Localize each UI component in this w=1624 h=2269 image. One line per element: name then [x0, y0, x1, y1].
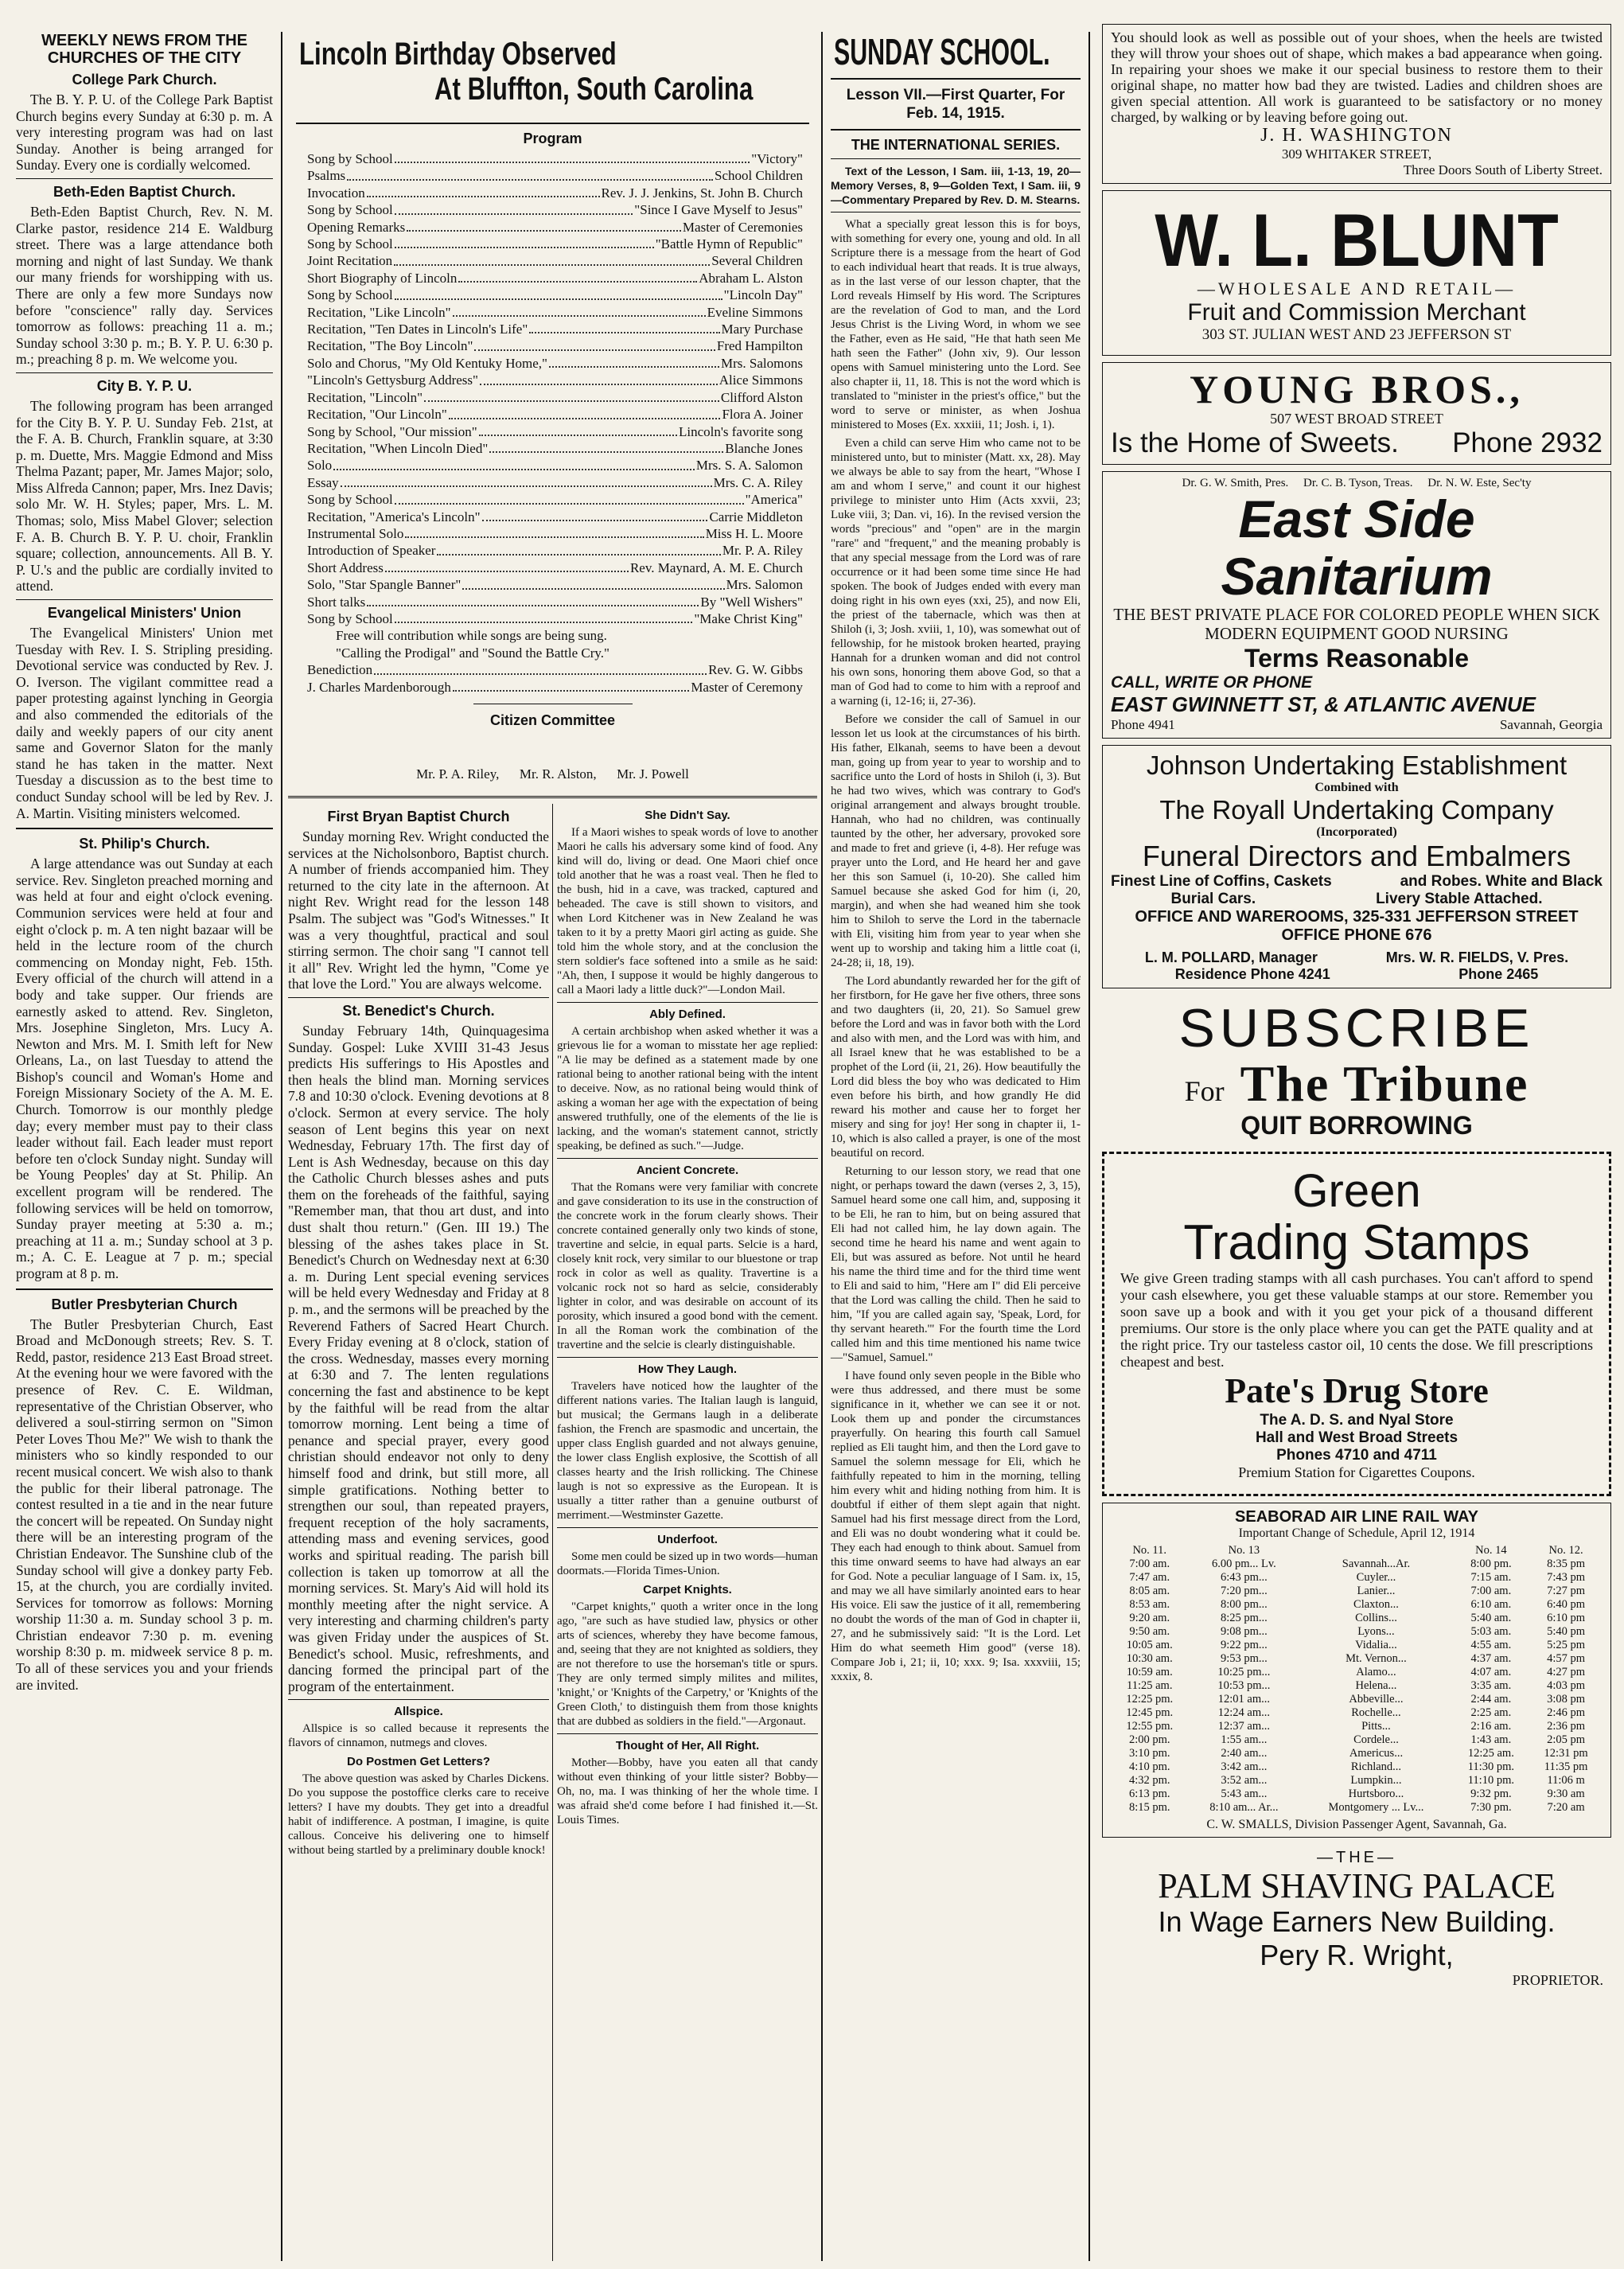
timetable-row: 9:50 am. 9:08 pm... Lyons... 5:03 am. 5:40 pm [1129, 1625, 1586, 1638]
program-list [296, 150, 809, 627]
carpet-article: "Carpet knights," quoth a writer once in the long ago, "are such as have studied law, physics or other arts of sciences, whereby they have become famous, and, seeing that they are not knighted as soldiers, they are not therefore to use the horseman's title or spurs. They are only termed simply milites and milites, 'knight,' or 'Knights of the Carpetry,' or 'Knights of the Green Cloth,' to distinguish them from those knights that are dubbed as soldiers in the field."—Argonaut. [557, 1600, 818, 1728]
tribune-name: The Tribune [1240, 1055, 1529, 1112]
committee-members: Mr. P. A. Riley, Mr. R. Alston, Mr. J. Powell [416, 766, 689, 782]
thought-heading: Thought of Her, All Right. [615, 1739, 760, 1752]
program-heading: Program [523, 131, 582, 146]
program-item: Short Address Rev. Maynard, A. M. E. Church [307, 559, 803, 575]
program-item: Recitation, "America's Lincoln" Carrie Middleton [307, 509, 803, 524]
program-item: Song by School "America" [307, 492, 803, 508]
program-item: Opening Remarks Master of Ceremonies [307, 219, 803, 235]
program-item: Recitation, "When Lincoln Died" Blanche Jones [307, 440, 803, 456]
lower-news-section [288, 804, 817, 2261]
timetable-row: 2:00 pm. 1:55 am... Cordele... 1:43 am. 2:05 pm [1128, 1733, 1586, 1746]
ad-palm-shaving: —THE— PALM SHAVING PALACE In Wage Earners New Building. Pery R. Wright, PROPRIETOR. [1102, 1844, 1611, 1994]
program-item: Recitation, "The Boy Lincoln" Fred Hampilton [307, 338, 803, 354]
timetable-row: 10:05 am. 9:22 pm... Vidalia... 4:55 am. 5:25 pm [1126, 1639, 1586, 1651]
column-advertisements [1094, 24, 1619, 2261]
st-benedicts-heading: St. Benedict's Church. [342, 1002, 495, 1019]
series-title: THE INTERNATIONAL SERIES. [851, 137, 1061, 153]
college-park-heading: College Park Church. [72, 72, 217, 88]
church-news-title: WEEKLY NEWS FROM THE CHURCHES OF THE CITY [41, 32, 247, 67]
sunday-school-title: SUNDAY SCHOOL. [833, 32, 1050, 72]
program-item: Introduction of Speaker Mr. P. A. Riley [307, 543, 803, 559]
timetable-header: No. 14 [1475, 1544, 1507, 1557]
allspice-heading: Allspice. [394, 1705, 443, 1719]
timetable-row: 8:15 pm. 8:10 am... Ar... Montgomery ... Lv... 7:30 pm. 7:20 am [1128, 1801, 1585, 1814]
program-item: Solo, "Star Spangle Banner" Mrs. Salomon [307, 577, 803, 593]
timetable-header: No. 12. [1548, 1544, 1583, 1557]
ad-washington: You should look as well as possible out of your shoes, when the heels are twisted they will throw your shoes out of shape, which makes a bad appearance when going. In repairing your shoes we make it our special business to restore them to their original shape, no matter how bad they are twisted. Ladies and children shoes are given special attention. All work is guaranteed to be satisfactory or no money charged, by walking or by leaving before going out. J. H. WASHINGTON 309 WHITAKER STREET, Three Doors South of Liberty Street. [1102, 24, 1611, 184]
ad-subscribe: SUBSCRIBE For The Tribune QUIT BORROWING [1102, 995, 1611, 1145]
city-bypu-heading: City B. Y. P. U. [96, 377, 193, 394]
lesson-body-5: Returning to our lesson story, we read that one night, or perhaps toward the dawn (verses 2, 3, 15), Samuel heard some one call him, and, supposing it to be Eli, he ran to him, but on being assured that Eli had not called him, he lay down again. The second time he heard his name and went again to Eli, but was assured as before. Not until he heard his name the third time and for the third time went to Eli and said to him, "Here am I" did Eli perceive that the Lord was calling the child. Then he said to him, "If you are called again say, 'Speak, Lord, for thy servant heareth.'" For the fourth time the Lord called him and this time mentioned his name twice—"Samuel, Samuel." [831, 1165, 1081, 1364]
ably-article: A certain archbishop when asked whether it was a grievous lie for a woman to misstate her age replied: "A lie may be defined as a statement made by one rational being to another rational being with the intent to deceive. Now, as no rational being would think of asking a woman her age with the expectation of being answered truthfully, one of the elements of the lie is lacking, and the woman's statement cannot, strictly speaking, be defined as such."—Judge. [557, 1025, 818, 1152]
timetable-row: 6:13 pm. 5:43 am... Hurtsboro... 9:32 pm. 9:30 am [1128, 1788, 1585, 1800]
underfoot-article: Some men could be sized up in two words—human doormats.—Florida Times-Union. [557, 1550, 818, 1577]
timetable-row: 12:55 pm. 12:37 am... Pitts... 2:16 am. 2:36 pm [1126, 1720, 1586, 1733]
maori-article: If a Maori wishes to speak words of love to another Maori he calls his adversary some kind of food. Any kind will do, living or dead. One Maori chief once told another that he was a roast veal. Then he fled to the bush, hid in a cave, was tracked, captured and beheaded. The cave is still shown to visitors, and when Lord Kitchener was in New Zealand he was taken to it by a pretty Maori girl acting as guide. She told him the whole story, and at the conclusion the stern soldier's face softened into a smile as he said: "Ah, then, I suppose it would be highly dangerous to call a Maori lady a little duck?"—London Mail. [557, 826, 818, 996]
timetable-header: No. 13 [1228, 1544, 1260, 1557]
young-name: YOUNG BROS., [1190, 367, 1524, 411]
subcolumn-churches [288, 804, 554, 2261]
carpet-heading: Carpet Knights. [643, 1583, 732, 1596]
timetable-row: 4:32 pm. 3:52 am... Lumpkin... 11:10 pm. 11:06 m [1128, 1774, 1585, 1787]
lesson-body-2: Even a child can serve Him who came not to be ministered unto, but to minister (Matt. xx, 28). May we always be able to say from the heart, "Whose I am and whom I serve," and count it our highest privilege to minister unto Him (Acts xxvii, 23; Luke viii, 3; Dan. vi, 16). In the revised version the words "precious" and "open" are in the margin "rare" and "frequent," and the meaning probably is that any special message from the Lord was of rare occurrence or it had been some time since He had spoken. The book of Judges ended with every man doing right in his own eyes (xxi, 25), and now Eli, the priest of the tabernacle, which was then at Shiloh (i, 3; Josh. xviii, 1, 10), was somewhat out of fellowship, for he mistook broken hearted, praying Hannah for a drunken woman and did not control his own sons, honoring them above God, so that a man of God had to come to him with a reproof and a warning (i, 12-16; ii, 27-36). [831, 437, 1081, 708]
program-item: Short Biography of Lincoln Abraham L. Alston [307, 270, 803, 286]
lesson-text-reference: Text of the Lesson, I Sam. iii, 1-13, 19, 20—Memory Verses, 8, 9—Golden Text, I Sam. iii, 9—Commentary Prepared by Rev. D. M. Stearns. [831, 165, 1081, 206]
concrete-heading: Ancient Concrete. [636, 1164, 739, 1177]
column-church-news [8, 32, 282, 2261]
program-item: Solo and Chorus, "My Old Kentuky Home," Mrs. Salomons [307, 355, 803, 371]
timetable-header [1299, 1544, 1452, 1558]
washington-name: J. H. WASHINGTON [1260, 125, 1453, 146]
ad-green-stamps: Green Trading Stamps We give Green trading stamps with all cash purchases. You can't afford to spend your cash elsewhere, you get these valuable stamps at our store. Remember you soon save up a book and with it you get your pick of a thousand different premiums. Our store is the only place where you can get the PATE quality and at the right price. Try our tasteless castor oil, 10 cents the dose. We fill prescriptions cheapest and best. Pate's Drug Store The A. D. S. and Nyal Store Hall and West Broad Streets Phones 4710 and 4711 Premium Station for Cigarettes Coupons. [1102, 1152, 1611, 1496]
timetable-row: 10:59 am. 10:25 pm... Alamo... 4:07 am. 4:27 pm [1126, 1666, 1586, 1678]
timetable-row: 7:00 am. 6.00 pm... Lv. Savannah...Ar. 8:00 pm. 8:35 pm [1129, 1558, 1586, 1570]
postmen-article: The above question was asked by Charles Dickens. Do you suppose the postoffice clerks care to receive letters? I have my doubts. They get into a dreadful habit of indifference. A postman, I imagine, is quite callous. Conceive his delivering one to himself without being startled by a preliminary double knock! [288, 1772, 549, 1858]
program-item: Benediction Rev. G. W. Gibbs [307, 662, 803, 678]
program-note: Free will contribution while songs are being sung. "Calling the Prodigal" and "Sound the Battle Cry." [336, 628, 609, 661]
ad-railway-schedule: SEABORAD AIR LINE RAIL WAY Important Change of Schedule, April 12, 1914 No. 11. No. 13 No. 14 No. 12. 7:00 am. 6.00 pm... Lv. Savannah...Ar. 8:00 pm. 8:35 pm 7:47 am. 6:43 pm... Cuyler... 7:15 am. 7:43 pm 8:05 am. 7:20 pm... Lanier... 7:00 am. 7:27 pm 8:53 am. 8:00 pm... Claxton... 6:10 am. 6:40 pm 9:20 am. 8:25 pm... Collins... 5:40 am. 6:10 pm 9:50 am. 9:08 pm... Lyons... 5:03 am. 5:40 pm 10:05 am. 9:22 pm... Vidalia... 4:55 am. 5:25 pm 10:30 am. 9:53 pm... Mt. Vernon... 4:37 am. 4:57 pm 10:59 am. 10:25 pm... Alamo... 4:07 am. 4:27 pm 11:25 am. 10:53 pm... Helena... 3:35 am. 4:03 pm 12:25 pm. 12:01 am... Abbeville... 2:44 am. 3:08 pm 12:45 pm. 12:24 am... Rochelle... 2:25 am. 2:46 pm 12:55 pm. 12:37 am... Pitts... 2:16 am. 2:36 pm 2:00 pm. 1:55 am... Cordele... 1:43 am. 2:05 pm 3:10 pm. 2:40 am... Americus... 12:25 am. 12:31 pm 4:10 pm. 3:42 am... Richland... 11:30 pm. 11:35 pm 4:32 pm. 3:52 am... Lumpkin... 11:10 pm. 11:06 m 6:13 pm. 5:43 am... Hurtsboro... 9:32 pm. 9:30 am 8:15 pm. 8:10 am... Ar... Montgomery ... Lv... 7:30 pm. 7:20 am C. W. SMALLS, Division Passenger Agent, Savannah, Ga. [1102, 1503, 1611, 1838]
program-item: Invocation Rev. J. J. Jenkins, St. John B. Church [307, 185, 803, 201]
program-item: Song by School, "Our mission" Lincoln's favorite song [307, 423, 803, 439]
allspice-article: Allspice is so called because it represents the flavors of cinnamon, nutmegs and cloves. [288, 1722, 549, 1750]
subscribe-word: SUBSCRIBE [1178, 998, 1535, 1058]
timetable-row: 3:10 pm. 2:40 am... Americus... 12:25 am. 12:31 pm [1128, 1747, 1588, 1760]
subcolumn-miscellany [557, 804, 818, 2261]
timetable-row: 7:47 am. 6:43 pm... Cuyler... 7:15 am. 7:43 pm [1129, 1571, 1586, 1584]
first-bryan-heading: First Bryan Baptist Church [327, 809, 510, 825]
butler-article: The Butler Presbyterian Church, East Broad and McDonough streets; Rev. S. T. Redd, pastor, residence 213 East Broad street. At the evening hour we were favored with the presence of Rev. C. E. Wildman, representative of the Christian Observer, who delivered a soul-stirring sermon on "Simon Peter Loves Thou Me?" We wish to thank the ministers who so kindly responded to our recent musical concert. We wish also to thank the public for their liberal patronage. The contest resulted in a tie and in the near future the concert will be repeated. On Sunday night there will be an interesting program of the Christian Endeavor. The Sunshine club of the Sunday school will give a donkey party Feb. 15, at the church, you are cordially invited. Services for tomorrow as follows: Morning worship 11:30 a. m. Sunday school 3 p. m. Christian endeavor 7:30 p. m. evening worship 8:30 p. m. midweek service 8 p. m. To all of these services you and your friends are invited. [16, 1316, 273, 1693]
program-item: Song by School "Battle Hymn of Republic" [307, 236, 803, 252]
college-park-article: The B. Y. P. U. of the College Park Baptist Church begins every Sunday at 6:30 p. m. A very interesting program was had on last Sunday. Another is being arranged for Sunday. Every one is cordially welcomed. [16, 92, 273, 173]
lesson-body-1: What a specially great lesson this is for boys, with something for every one, young and old. In all Scripture there is a message from the heart of God to each individual heart that reads. It is true always, as in the last verse of our lesson chapter, that the Lord reveals Himself by His word. The Scriptures are the revelation of God to man, and the Lord Jesus Christ is the Living Word, in whom we see the Father, even as He said, "He that hath seen Me hath seen the Father" (John xiv, 9). Our lesson opens with Samuel ministering unto the Lord. See also chapter ii, 11, 18. This is not the word which is translated to "minister in the priest's office," but the word to serve or minister, as when Joshua ministered to Moses (Ex. xxxiii, 11; Josh. i, 1). [831, 218, 1081, 431]
program-item: Song by School "Lincoln Day" [307, 287, 803, 303]
postmen-heading: Do Postmen Get Letters? [346, 1755, 491, 1769]
program-item: Instrumental Solo Miss H. L. Moore [307, 525, 803, 541]
timetable-header: No. 11. [1132, 1544, 1166, 1557]
maori-heading: She Didn't Say. [645, 809, 730, 822]
ad-young-bros: YOUNG BROS., 507 WEST BROAD STREET Is the Home of Sweets. Phone 2932 [1102, 362, 1611, 465]
lesson-body-6: I have found only seven people in the Bible who were thus addressed, and there must be some significance in it, whether we can see it or not. Look them up and ponder the circumstances prayerfully. On hearing this fourth call Samuel replied as Eli taught him, and then the Lord gave to Samuel the solemn message for Eli, which he faithfully repeated to him in the morning, telling him every whit and hiding nothing from him. It is doubtful if either of them slept again that night. Samuel had his first message direct from the Lord, and Eli was no doubt wondering what it could be. They each had enough to think about. Samuel from this time onward seems to have had always an ear for God. Note a peculiar language of I Sam. ix, 15, and may we all have similarly anointed ears to hear His voice. Eli saw the justice of it all, remembering no doubt the words of the man of God in chapter ii, 27, and he submissively said: "It is the Lord. Let Him do what seemeth Him good" (verse 18). Compare Job i, 21; ii, 10; xxx. 9; Isa. xxxviii, 15; xxxix, 8. [831, 1370, 1081, 1683]
st-philips-heading: St. Philip's Church. [79, 836, 210, 852]
program-item: Recitation, "Our Lincoln" Flora A. Joiner [307, 407, 803, 423]
blunt-name: W. L. BLUNT [1155, 198, 1559, 282]
program-item: Recitation, "Like Lincoln" Eveline Simmons [307, 304, 803, 320]
palm-name: PALM SHAVING PALACE [1158, 1866, 1556, 1905]
program-item: Essay Mrs. C. A. Riley [307, 474, 803, 490]
timetable-row: 8:53 am. 8:00 pm... Claxton... 6:10 am. 6:40 pm [1129, 1598, 1586, 1611]
timetable-row: 10:30 am. 9:53 pm... Mt. Vernon... 4:37 am. 4:57 pm [1126, 1652, 1586, 1665]
program-item: Recitation, "Ten Dates in Lincoln's Life" Mary Purchase [307, 322, 803, 337]
butler-heading: Butler Presbyterian Church [51, 1296, 238, 1312]
lesson-body-3: Before we consider the call of Samuel in our lesson let us look at the circumstances of his birth. His father, Elkanah, seems to have been a devout man, going up from year to year to worship and to sacrifice unto the Lord of hosts in Shiloh (i, 3). But he had two wives, which was contrary to God's original arrangement and always brought trouble. Hannah, who had no children, was continually taunted by the other, her adversary, provoked sore and made to fret and grieve (i, 4-8). Her refuge was prayer unto the Lord, and He heard her and gave her this son Samuel (i, 10-20). She called him Samuel because she asked God for him (i, 20, margin), and when she had weaned him she took him to Shiloh to serve the Lord in the tabernacle with Eli, visiting him from year to year when she went up to worship and taking him a little coat (i, 24-28; ii, 18, 19). [831, 713, 1081, 969]
ministers-union-article: The Evangelical Ministers' Union met Tuesday with Rev. I. S. Stripling presiding. Devotional service was conducted by Rev. J. O. Iverson. The vigilant committee read a paper protesting against lynching in Georgia and also commended the editorials of the daily and weekly papers of our city anent same and Governor Slaton for the manly stand he has taken in the matter. Next Tuesday a discussion as to the best time to conduct Sunday school will be led by Rev. J. A. Martin. Visiting ministers welcomed. [16, 625, 273, 821]
timetable-row: 8:05 am. 7:20 pm... Lanier... 7:00 am. 7:27 pm [1129, 1585, 1586, 1597]
program-item: Song by School "Make Christ King" [307, 610, 803, 626]
st-philips-article: A large attendance was out Sunday at each service. Rev. Singleton preached morning and was held at four and eight o'clock evening. Communion services were held at four and eight o'clock p. m. A ten night bazaar will be held in the lecture room of the church commencing on Monday night, Feb. 15th. Every official of the church will attend in a body and take supper. Our friends are earnestly asked to attend. Rev. Singleton, Mrs. Josephine Singleton, Mrs. Lucy A. Newton and Mrs. M. I. Smith left for New Orleans, La., on last Tuesday to attend the Bishop's council and Woman's Home and Foreign Missionary Society of the A. M. E. Church. Tomorrow is our monthly pledge day; every member must pay to their class leader without fail. Each leader must report before ten o'clock Sunday night. Sunday will be Young Peoples' day at St. Philip. An excellent program will be rendered. The following services will be held on tomorrow, Sunday prayer meeting at 5:30 a. m.; preaching at 11 a. m.; Sunday school at 3 p. m.; A. C. E. League at 7 p. m.; special program at 8 p. m. [16, 856, 273, 1281]
program-item: Song by School "Since I Gave Myself to Jesus" [307, 202, 803, 218]
timetable-row: 9:20 am. 8:25 pm... Collins... 5:40 am. 6:10 pm [1129, 1612, 1586, 1624]
beth-eden-article: Beth-Eden Baptist Church, Rev. N. M. Clarke pastor, residence 214 E. Waldburg street. There was a large attendance both morning and night of last Sunday. We thank our many friends for worshipping with us. There are only a few more Sundays now before "conscience" rally day. Services tomorrow as follows: preaching 11 a. m.; Sunday school 3:30 p. m.; B. Y. P. U. 6:30 p. m.; preaching 8 p. m. We welcome you. [16, 203, 273, 368]
program-item: J. Charles Mardenborough Master of Ceremony [307, 679, 803, 695]
timetable-row: 12:25 pm. 12:01 am... Abbeville... 2:44 am. 3:08 pm [1126, 1693, 1586, 1706]
lincoln-title-line1: Lincoln Birthday Observed [299, 37, 617, 72]
column-sunday-school [821, 32, 1090, 2261]
program-item: "Lincoln's Gettysburg Address" Alice Simmons [307, 372, 803, 388]
timetable-row: 11:25 am. 10:53 pm... Helena... 3:35 am. 4:03 pm [1126, 1679, 1586, 1692]
concrete-article: That the Romans were very familiar with concrete and gave consideration to its use in the construction of the concrete work in the forum clearly shows. Their concrete contained generally only two kinds of stone, travertine and selcie, in equal parts. Selcie is a hard, closely knit rock, very similar to our bluestone or trap rock in color as well as quality. Travertine is a volcanic rock not so hard as selcie, considerably lighter in color, and was desirable on account of its porosity, which insured a good bond with the cement. In all the Roman work the combination of the travertine and the selcie is clearly distinguishable. [557, 1181, 818, 1351]
ad-sanitarium: Dr. G. W. Smith, Pres. Dr. C. B. Tyson, Treas. Dr. N. W. Este, Sec'ty East Side Sanitarium THE BEST PRIVATE PLACE FOR COLORED PEOPLE WHEN SICK MODERN EQUIPMENT GOOD NURSING Terms Reasonable CALL, WRITE OR PHONE EAST GWINNETT ST, & ATLANTIC AVENUE Phone 4941 Savannah, Georgia [1102, 471, 1611, 739]
first-bryan-article: Sunday morning Rev. Wright conducted the services at the Nicholsonboro, Baptist church. A number of friends accompanied him. They returned to the city late in the afternoon. At night Rev. Wright read for the lesson 148 Psalm. The subject was "God's Witnesses." It was a very thoughtful, practical and soul stirring sermon. The choir sang "I cannot tell it all" Rev. Wright led the hymn, "Come ye that love the Lord." You are always welcome. [288, 828, 549, 992]
program-item: Short talks By "Well Wishers" [307, 594, 803, 610]
committee-heading: Citizen Committee [489, 712, 616, 728]
lincoln-birthday-section [288, 32, 817, 800]
timetable-row: 12:45 pm. 12:24 am... Rochelle... 2:25 am. 2:46 pm [1126, 1706, 1586, 1719]
laugh-article: Travelers have noticed how the laughter of the different nations varies. The Italian laugh is languid, but musical; the Germans laugh in a deliberate fashion, the French are spasmodic and uncertain, the upper class English guarded and not always genuine, the lower class English explosive, the Scottish of all classes hearty and the Irish rollicking. The Chinese laugh is not so expressive as the European. It is usually a titter rather than a genuine outburst of merriment.—Westminster Gazette. [557, 1380, 818, 1522]
ministers-union-heading: Evangelical Ministers' Union [47, 605, 242, 622]
beth-eden-heading: Beth-Eden Baptist Church. [53, 183, 236, 200]
program-item: Psalms School Children [307, 168, 803, 184]
program-item: Joint Recitation Several Children [307, 253, 803, 269]
thought-article: Mother—Bobby, have you eaten all that candy without even thinking of your little sister? Bobby—Oh, no, ma. I was thinking of her the whole time. I was afraid she'd come before I had finished it.—St. Louis Times. [557, 1756, 818, 1827]
pates-name: Pate's Drug Store [1225, 1371, 1489, 1410]
ad-blunt: W. L. BLUNT —WHOLESALE AND RETAIL— Fruit and Commission Merchant 303 ST. JULIAN WEST AND 23 JEFFERSON ST [1102, 190, 1611, 356]
underfoot-heading: Underfoot. [657, 1533, 718, 1546]
ably-heading: Ably Defined. [649, 1008, 726, 1021]
lesson-body-4: The Lord abundantly rewarded her for the gift of her firstborn, for He gave her five others, three sons and two daughters (ii, 20, 21). So Samuel grew before the Lord and was in favor both with the Lord and also with men, and the Lord was with him, and all Israel knew that he was established to be a prophet of the Lord (ii, 21, 26). How beautifully the Lord did bless the boy who was dedicated to Him even before his birth, and how grandly He did reward his mother and cause her to forget her misery and sing for joy! Her song in chapter ii, 1-10, which is also called a prayer, is one of the most beautiful on record. [831, 975, 1081, 1160]
program-item: Song by School "Victory" [307, 151, 803, 166]
laugh-heading: How They Laugh. [637, 1363, 738, 1376]
st-benedicts-article: Sunday February 14th, Quinquagesima Sunday. Gospel: Luke XVIII 31-43 Jesus predicts His sufferings to His Apostles and then heals the blind man. Morning services 7.8 and 10:30 o'clock. Evening devotions at 8 o'clock. Sermon at every service. The holy season of Lent begins this year on next Wednesday, February 17th. The first day of Lent is Ash Wednesday, because on this day the Catholic Church blesses ashes and puts them on the foreheads of the faithful, saying "Remember man, that thou art dust, and into dust shalt thou return." (Gen. III 19.) The blessing of the ashes takes place in St. Benedict's Church on Wednesday next at 6:30 a. m. During Lent special evening services will be held every Wednesday and Friday at 8 p. m., and the sermons will be preached by the Reverend Fathers of Sacred Heart Church. Every Friday evening at 8 o'clock, station of the cross. Wednesday, masses every morning at 6:30 and 7. The lenten regulations concerning the fast and abstinence to be kept by the faithful will be read from the altar tomorrow morning. Lent being a time of penance and special prayer, every good christian should endeavor not only to deny himself food and drink, but still more, all simple gratifications. Nothing better to strengthen our soul, than repeated prayers, frequent reception of the holy sacraments, attending mass and evening services, good works and spiritual reading. The parish bill collection is taken up tomorrow at all the morning services. St. Mary's Aid will hold its monthly meeting after the night service. A very interesting and charming children's party was given Friday under the auspices of St. Benedict's school. Music, refreshments, and dancing formed the principal part of the program of the entertainment. [288, 1022, 549, 1694]
section-divider [288, 796, 817, 798]
timetable-row: 4:10 pm. 3:42 am... Richland... 11:30 pm. 11:35 pm [1128, 1760, 1588, 1773]
ad-undertaking: Johnson Undertaking Establishment Combined with The Royall Undertaking Company (Incorporated) Funeral Directors and Embalmers Finest Line of Coffins, Caskets and Robes. White and Black Burial Cars. Livery Stable Attached. OFFICE AND WAREROOMS, 325-331 JEFFERSON STREET OFFICE PHONE 676 L. M. POLLARD, Manager Mrs. W. R. FIELDS, V. Pres. Residence Phone 4241 Phone 2465 [1102, 745, 1611, 988]
city-bypu-article: The following program has been arranged for the City B. Y. P. U. Sunday Feb. 21st, at the F. A. B. Church, Franklin square, at 3:30 p. m. Duette, Mrs. Maggie Edmond and Miss Thelma Pazant; paper, Mr. James Major; solo, Miss Alfreda Cannon; paper, Mrs. Inez Davis; solo Mr. W. H. Styles; paper, Mrs. L. M. Thomas; solo, Miss Mabel Glover; selection F. A. B. Church B. Y. P. U. choir, Franklin square; collection, announcements. All B. Y. P. U.'s and the public are cordially invited to attend. [16, 397, 273, 595]
lincoln-title-line2: At Bluffton, South Carolina [434, 72, 754, 107]
program-item: Solo Mrs. S. A. Salomon [307, 458, 803, 474]
lesson-number: Lesson VII.—First Quarter, For Feb. 14, 1915. [846, 87, 1065, 122]
sanitarium-name: East Side Sanitarium [1221, 489, 1493, 606]
program-item: Recitation, "Lincoln" Clifford Alston [307, 389, 803, 405]
railway-timetable [1111, 1544, 1603, 1815]
program-tail [296, 661, 809, 696]
